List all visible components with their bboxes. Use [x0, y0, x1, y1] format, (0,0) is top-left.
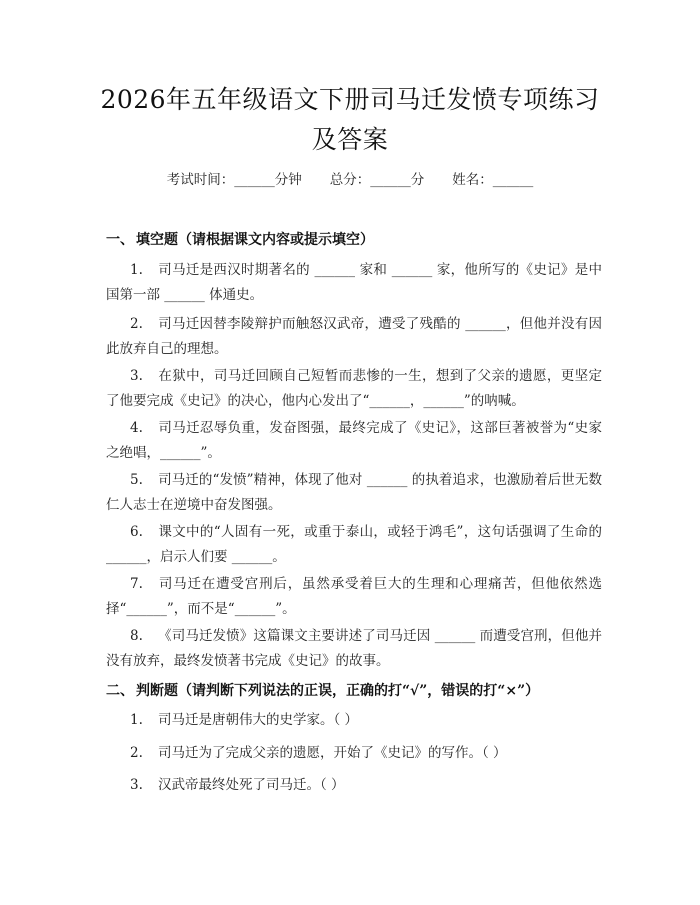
question-text: 司马迁为了完成父亲的遗愿，开始了《史记》的写作。（ ） — [158, 745, 507, 761]
question-item — [106, 258, 602, 308]
question-item — [106, 312, 602, 362]
question-text: 司马迁忍辱负重，发奋图强，最终完成了《史记》，这部巨著被誉为“史家之绝唱，______”。 — [106, 420, 602, 461]
question-number: 2. — [130, 745, 143, 761]
question-number: 1. — [130, 262, 143, 278]
question-text: 司马迁因替李陵辩护而触怒汉武帝，遭受了残酷的 ______，但他并没有因此放弃自己的理想。 — [106, 316, 602, 357]
section-number: 二、 — [106, 683, 134, 699]
question-item — [106, 572, 602, 622]
total-score-field: 总分：______分 — [329, 172, 425, 188]
question-text: 《司马迁发愤》这篇课文主要讲述了司马迁因 ______ 而遭受宫刑，但他并没有放弃，最终发愤著书完成《史记》的故事。 — [106, 628, 602, 669]
question-text: 司马迁在遭受宫刑后，虽然承受着巨大的生理和心理痛苦，但他依然选择“______”，而不是“______”。 — [106, 576, 602, 617]
question-number: 3. — [130, 368, 143, 384]
question-number: 2. — [130, 316, 143, 332]
question-item — [106, 520, 602, 570]
question-item — [106, 468, 602, 518]
question-text: 司马迁是西汉时期著名的 ______ 家和 ______ 家，他所写的《史记》是中国第一部 ______ 体通史。 — [106, 262, 602, 303]
question-number: 3. — [130, 777, 143, 793]
document-title: 2026年五年级语文下册司马迁发愤专项练习及答案 — [100, 85, 600, 154]
section-heading-fill-in — [106, 229, 374, 249]
section-title: 判断题（请判断下列说法的正误，正确的打“√”，错误的打“×”） — [136, 683, 540, 699]
question-number: 4. — [130, 420, 143, 436]
question-number: 8. — [130, 628, 143, 644]
question-number: 5. — [130, 472, 143, 488]
question-text: 课文中的“人固有一死，或重于泰山，或轻于鸿毛”，这句话强调了生命的 ______，启示人们要 ______。 — [106, 524, 602, 565]
question-text: 司马迁的“发愤”精神，体现了他对 ______ 的执着追求，也激励着后世无数仁人志士在逆境中奋发图强。 — [106, 472, 602, 513]
question-number: 6. — [130, 524, 143, 540]
question-item — [106, 416, 602, 466]
section-title: 填空题（请根据课文内容或提示填空） — [136, 232, 374, 248]
student-name-field: 姓名：______ — [452, 172, 534, 188]
exam-time-field: 考试时间：______分钟 — [166, 172, 302, 188]
question-item — [106, 364, 602, 414]
question-text: 在狱中，司马迁回顾自己短暂而悲惨的一生，想到了父亲的遗愿，更坚定了他要完成《史记》的决心，他内心发出了“______，______”的呐喊。 — [106, 368, 602, 409]
question-number: 7. — [130, 576, 143, 592]
question-item — [106, 741, 602, 766]
section-number: 一、 — [106, 232, 134, 248]
question-text: 司马迁是唐朝伟大的史学家。（ ） — [158, 712, 359, 728]
question-number: 1. — [130, 712, 143, 728]
question-item — [106, 624, 602, 674]
exam-info-line — [0, 168, 700, 188]
question-text: 汉武帝最终处死了司马迁。（ ） — [158, 777, 345, 793]
question-item — [106, 708, 602, 733]
question-item — [106, 773, 602, 798]
section-heading-true-false — [106, 680, 539, 700]
